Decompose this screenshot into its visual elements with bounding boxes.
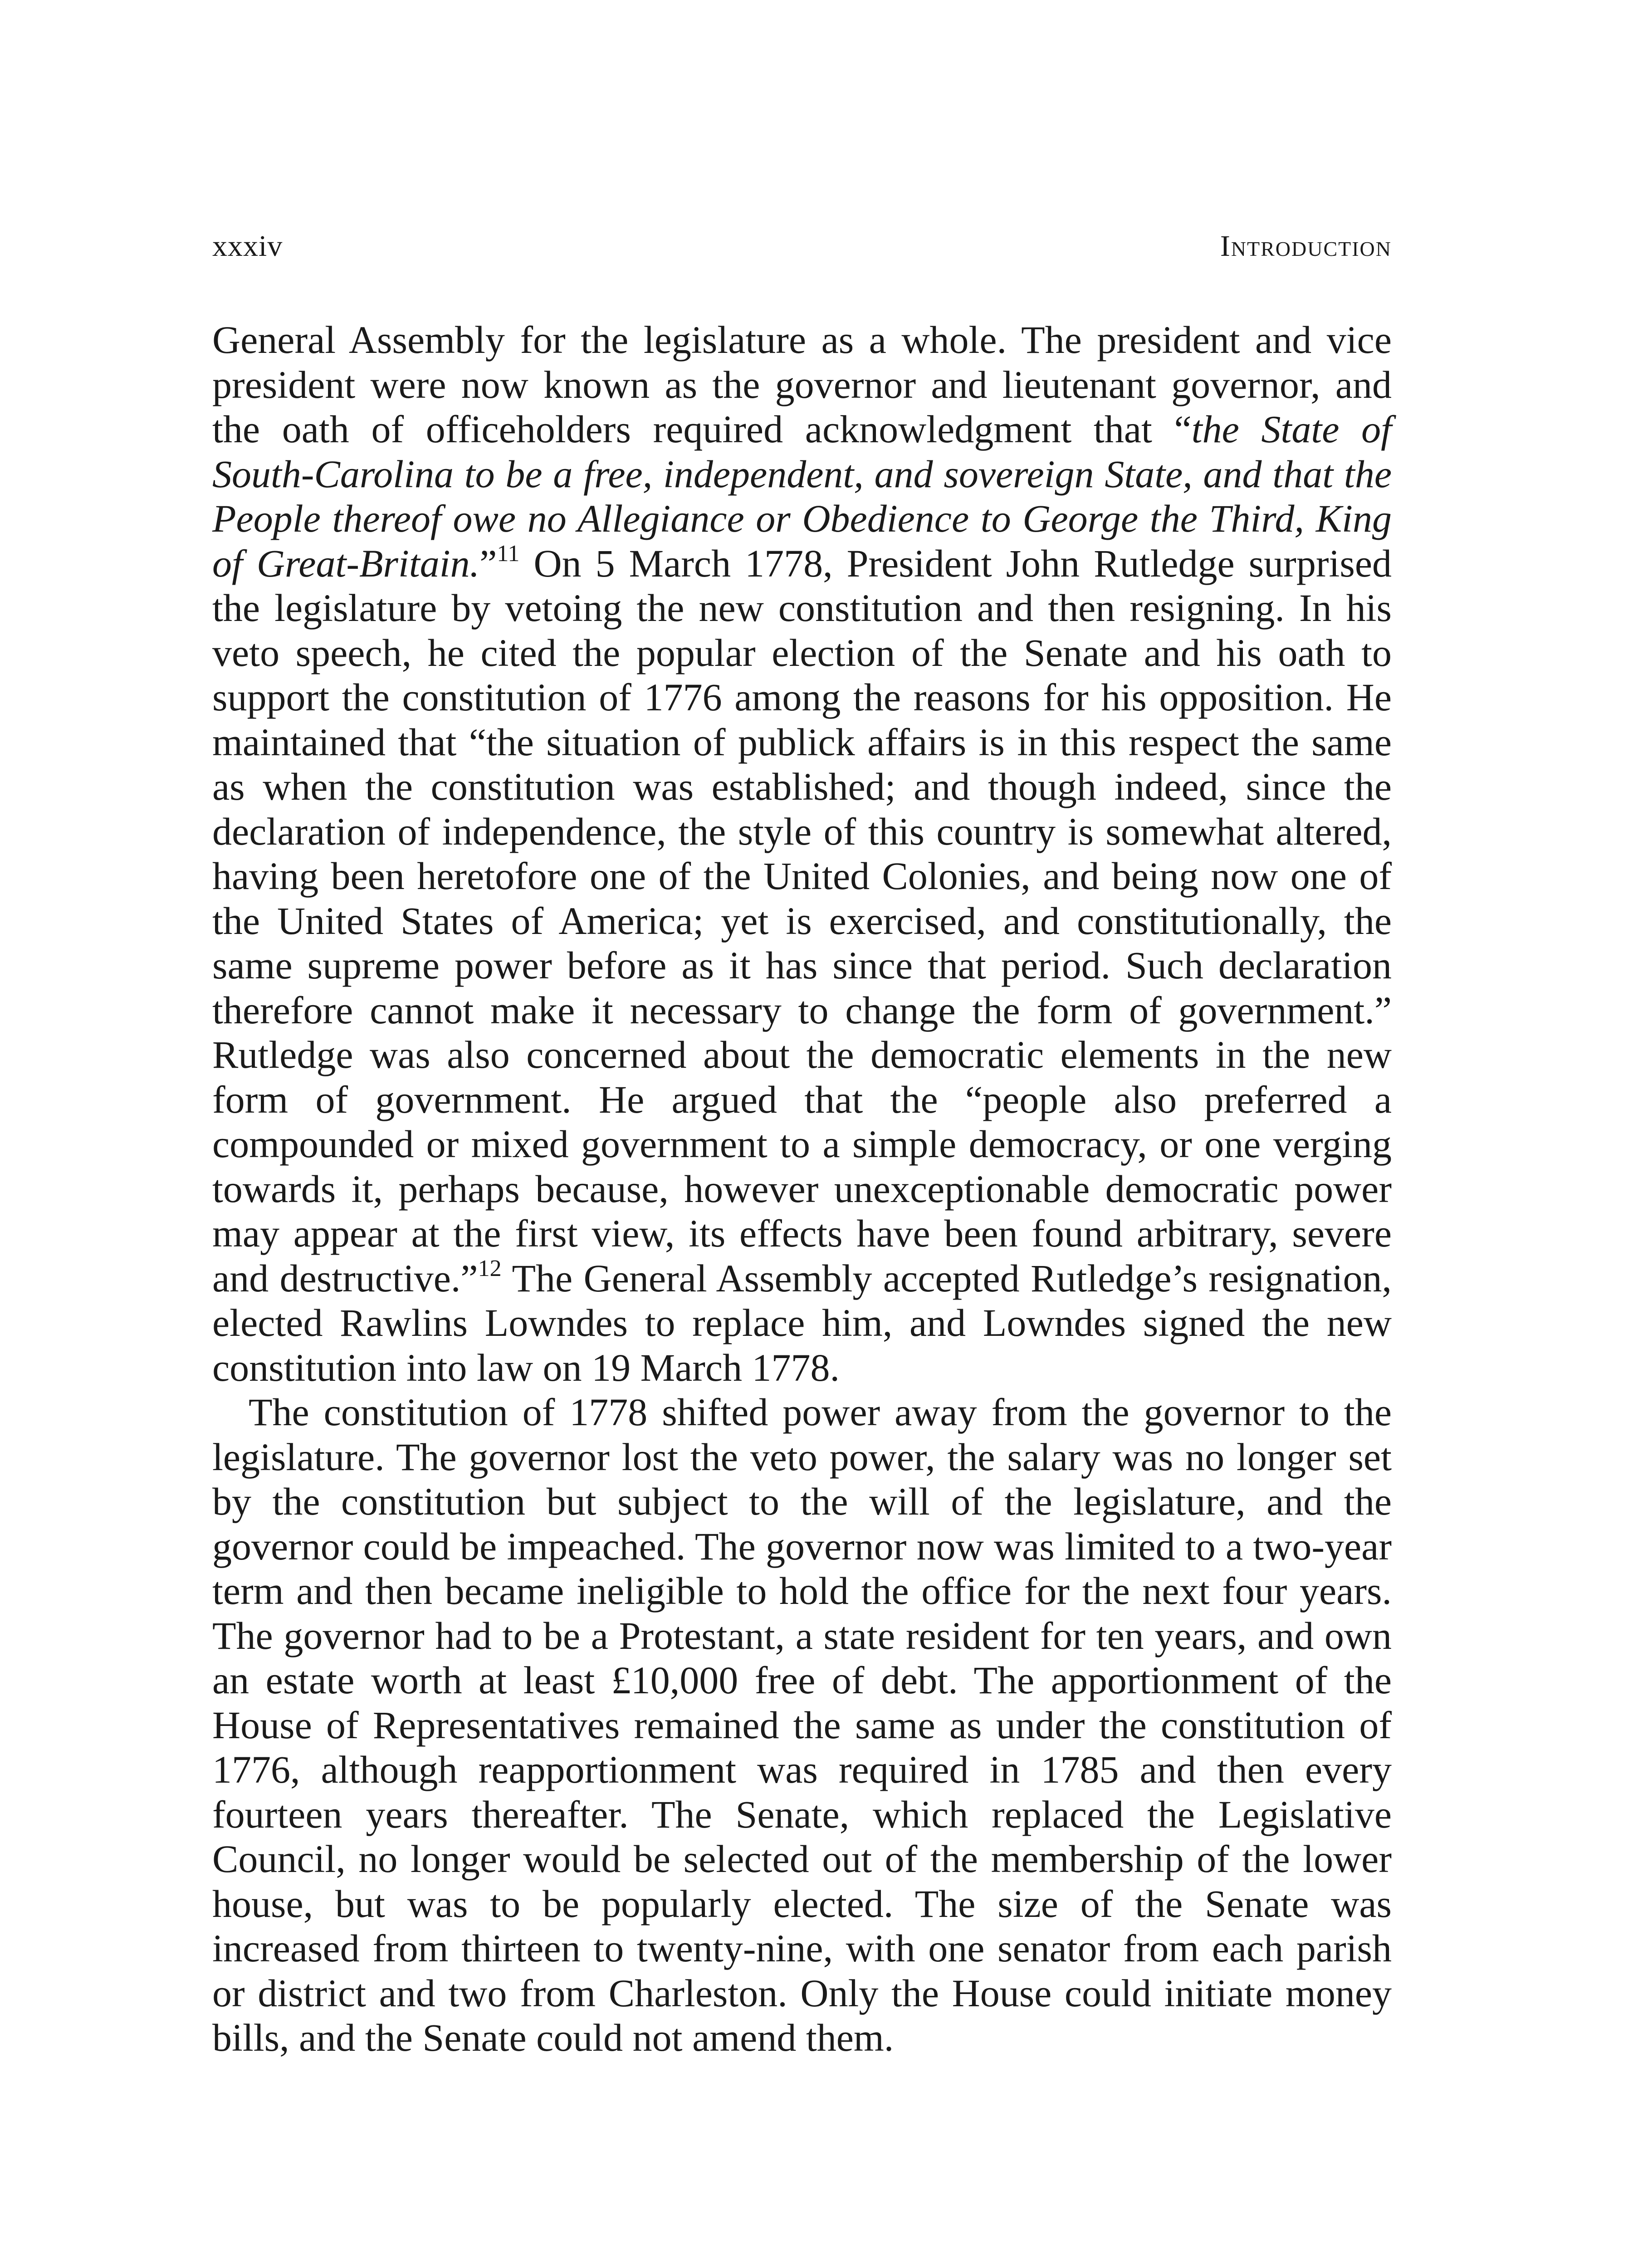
- text-run: The General Assembly accepted Rutledge’s resignation, elected Rawlins Lowndes to replace him, and Lowndes signed the new constitution into law on 19 March 1778.: [212, 1256, 1392, 1389]
- footnote-marker: 12: [478, 1255, 502, 1281]
- paragraph: [212, 1390, 1392, 2060]
- paragraph: [212, 318, 1392, 1390]
- text-run: ”: [479, 541, 497, 585]
- body-text: [212, 318, 1392, 2060]
- footnote-marker: 11: [497, 540, 520, 567]
- running-head: [212, 229, 1392, 270]
- page-number: xxxiv: [212, 230, 283, 263]
- text-run: On 5 March 1778, President John Rutledge surprised the legislature by vetoing the new constitution and then resigning. In his veto speech, he cited the popular election of the Senate and his oath to support the constitution of 1776 among the reasons for his opposition. He maintained that “the situation of publick affairs is in this respect the same as when the constitution was established; and though indeed, since the declaration of independence, the style of this country is somewhat altered, having been heretofore one of the United Colonies, and being now one of the United States of America; yet is exercised, and constitutionally, the same supreme power before as it has since that period. Such declaration therefore cannot make it necessary to change the form of government.” Rutledge was also concerned about the democratic elements in the new form of government. He argued that the “people also preferred a compounded or mixed government to a simple democracy, or one verging towards it, perhaps because, however unexceptionable democratic power may appear at the first view, its effects have been found arbitrary, severe and destructive.”: [212, 541, 1392, 1300]
- text-run: General Assembly for the legislature as a whole. The president and vice president were now known as the governor and lieutenant governor, and the oath of officeholders required acknowledgment that “: [212, 318, 1392, 451]
- text-run: The constitution of 1778 shifted power away from the governor to the legislature. The governor lost the veto power, the salary was no longer set by the constitution but subject to the will of the legislature, and the governor could be impeached. The governor now was limited to a two-year term and then became ineligible to hold the office for the next four years. The governor had to be a Protestant, a state resident for ten years, and own an estate worth at least £10,000 free of debt. The apportionment of the House of Representatives remained the same as under the constitution of 1776, although reapportionment was required in 1785 and then every fourteen years thereafter. The Senate, which replaced the Legislative Council, no longer would be selected out of the membership of the lower house, but was to be popularly elected. The size of the Senate was increased from thirteen to twenty-nine, with one senator from each parish or district and two from Charleston. Only the House could initiate money bills, and the Senate could not amend them.: [212, 1390, 1392, 2059]
- section-title: Introduction: [1220, 230, 1392, 263]
- italic-quotation: the State of South-Carolina to be a free, independent, and sovereign State, and that the People thereof owe no Allegiance or Obedience to George the Third, King of Great-Britain.: [212, 407, 1392, 585]
